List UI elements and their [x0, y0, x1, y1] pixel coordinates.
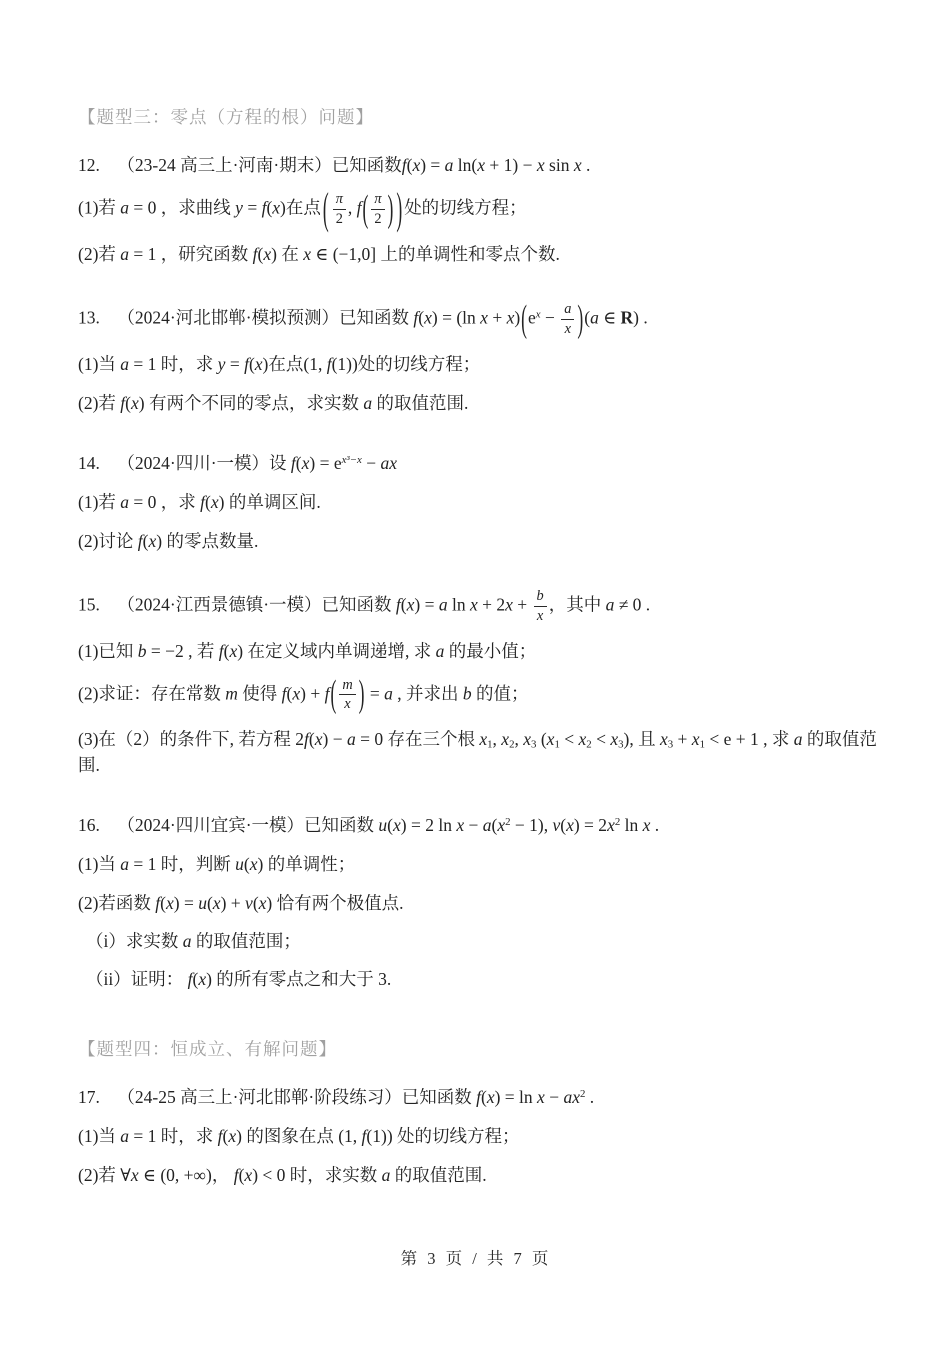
text-run: 处的切线方程；: [404, 197, 527, 218]
text-run: (: [387, 815, 393, 836]
math-variable: a: [384, 682, 393, 703]
math-variable: x: [301, 452, 310, 473]
text-run: ) 在: [271, 243, 304, 264]
subscript: 3: [618, 739, 624, 752]
text-run: (: [243, 854, 250, 875]
problem-16-subpart-i: [78, 928, 882, 954]
problem-12-part-1: [78, 182, 882, 234]
math-variable: x: [229, 640, 238, 661]
problem-12-part-2: [78, 241, 882, 267]
text-run: ∈ (−1,0] 上的单调性和零点个数.: [311, 243, 560, 264]
math-variable: f: [324, 682, 330, 703]
text-run: ln: [620, 815, 643, 836]
text-run: =: [365, 682, 385, 703]
text-run: ∈ (0, +∞)，: [138, 1165, 234, 1186]
text-run: ) =: [173, 893, 199, 914]
text-run: (: [266, 197, 273, 218]
text-run: (: [238, 1165, 245, 1186]
text-run: ∈: [598, 307, 621, 328]
text-run: (2)求证：存在常数: [78, 682, 226, 703]
subscript: 3: [667, 739, 674, 752]
big-paren: (: [362, 186, 369, 230]
text-run: (2)若 ∀: [78, 1165, 131, 1186]
math-variable: v: [245, 893, 253, 914]
problem-12-stem: [78, 152, 882, 178]
subscript: 2: [509, 739, 515, 752]
math-variable: a: [793, 729, 803, 750]
math-variable: x: [130, 1165, 139, 1186]
text-run: (: [400, 594, 407, 615]
text-run: (: [536, 729, 547, 750]
math-variable: a: [605, 594, 615, 615]
big-paren: (: [521, 296, 527, 340]
text-run: =: [242, 197, 262, 218]
problem-14-part-1: [78, 489, 882, 515]
big-paren: (: [322, 182, 329, 234]
math-variable: f: [252, 243, 258, 264]
text-run: = 0 ，求曲线: [129, 197, 236, 218]
text-run: ) = e: [309, 452, 342, 473]
text-run: −: [540, 307, 560, 328]
text-run: (: [418, 307, 425, 328]
math-variable: f: [304, 729, 309, 750]
text-run: (2)若函数: [78, 893, 156, 914]
math-variable: x: [659, 729, 668, 750]
problem-15-part-3: [78, 726, 882, 778]
text-run: ) = ln: [494, 1087, 538, 1108]
text-run: −: [544, 1087, 564, 1108]
math-variable: x: [165, 893, 174, 914]
text-run: (: [223, 640, 230, 661]
math-variable: y: [235, 197, 243, 218]
math-variable: f: [187, 969, 193, 990]
math-variable: a: [120, 243, 130, 264]
text-run: ，其中: [548, 594, 606, 615]
bold-symbol: R: [620, 307, 634, 328]
big-paren: ): [387, 186, 394, 230]
math-variable: f: [120, 392, 126, 413]
text-run: ) 的单调区间.: [218, 491, 321, 512]
text-run: ): [514, 307, 521, 328]
math-variable: f: [217, 1126, 223, 1147]
math-variable: f: [290, 452, 296, 473]
text-run: (1)若: [78, 197, 121, 218]
problem-17-stem: [78, 1084, 882, 1110]
text-run: (1)已知: [78, 640, 138, 661]
problem-16-subpart-ii: [78, 966, 882, 992]
text-run: )在点: [280, 197, 321, 218]
math-variable: x: [477, 155, 486, 175]
text-run: − 1),: [510, 815, 553, 836]
math-variable: x: [566, 815, 574, 836]
superscript: 2: [579, 1088, 586, 1101]
section-header-type3: [78, 104, 882, 130]
text-run: + 2: [477, 594, 506, 615]
text-run: ,: [347, 197, 357, 218]
math-variable: a: [120, 197, 130, 218]
text-run: ) < 0 时，求实数: [252, 1165, 382, 1186]
text-run: −: [361, 452, 381, 473]
math-variable: v: [552, 815, 561, 836]
text-run: (3)在（2）的条件下, 若方程 2: [78, 729, 305, 750]
text-run: (2)讨论: [78, 530, 138, 551]
subscript: 3: [531, 739, 537, 752]
math-variable: f: [281, 682, 287, 703]
problem-17-part-1: [78, 1123, 882, 1149]
math-variable: ax: [380, 452, 397, 473]
math-variable: f: [137, 530, 143, 551]
math-variable: f: [326, 353, 332, 374]
text-run: +: [673, 729, 692, 750]
math-variable: x: [392, 815, 401, 836]
math-variable: x: [505, 594, 513, 615]
text-run: 的值；: [471, 682, 529, 703]
text-run: +: [512, 594, 532, 615]
text-run: ) 的零点数量.: [156, 530, 259, 551]
text-run: =: [225, 353, 245, 374]
math-variable: x: [148, 530, 157, 551]
math-variable: f: [233, 1165, 239, 1186]
math-variable: x: [406, 594, 415, 615]
math-variable: f: [356, 197, 362, 218]
math-variable: u: [198, 893, 207, 914]
math-variable: a: [120, 1126, 130, 1147]
text-run: <: [559, 729, 579, 750]
text-run: 的取值范围.: [78, 729, 877, 776]
math-variable: f: [413, 307, 419, 328]
text-run: <: [591, 729, 611, 750]
math-variable: a: [120, 353, 130, 374]
text-run: )在点(1,: [262, 353, 327, 374]
text-run: 的取值范围.: [390, 1165, 487, 1186]
math-variable: a: [381, 1165, 391, 1186]
text-run: (1)当: [78, 353, 121, 374]
text-run: (: [222, 1126, 229, 1147]
text-run: (: [206, 893, 213, 914]
text-run: 16. （2024·四川宜宾·一模）已知函数: [78, 815, 379, 836]
math-variable: x: [607, 815, 615, 836]
math-variable: y: [217, 353, 226, 374]
text-run: (: [125, 392, 131, 413]
problem-15-part-1: [78, 638, 882, 664]
text-run: = 1 时，判断: [129, 854, 236, 875]
text-run: (: [205, 491, 211, 512]
superscript: x: [535, 308, 541, 321]
text-run: (: [248, 353, 255, 374]
math-variable: x: [263, 243, 272, 264]
math-variable: x: [537, 1087, 545, 1108]
text-run: (1)当: [78, 854, 121, 875]
superscript: 2: [614, 816, 621, 829]
text-run: ) +: [300, 682, 325, 703]
math-variable: x: [228, 1126, 237, 1147]
text-run: (2)若: [78, 243, 121, 264]
text-run: (: [406, 155, 413, 175]
text-run: ) =: [420, 155, 445, 175]
math-variable: x: [642, 815, 651, 836]
math-variable: x: [480, 307, 488, 328]
math-variable: f: [395, 594, 401, 615]
text-run: (: [295, 452, 302, 473]
math-variable: x: [486, 1087, 495, 1108]
math-variable: u: [378, 815, 388, 836]
fraction: $\frac{\pi}{2}$: [369, 191, 386, 228]
text-run: (1)若: [78, 491, 121, 512]
math-variable: f: [261, 197, 267, 218]
math-variable: x: [497, 815, 506, 836]
text-run: (: [308, 729, 315, 750]
math-variable: f: [200, 491, 206, 512]
text-run: 的最小值；: [444, 640, 537, 661]
text-run: .: [581, 155, 591, 175]
text-run: (: [560, 815, 567, 836]
text-run: 17. （24-25 高三上·河北邯郸·阶段练习）已知函数: [78, 1087, 477, 1108]
math-variable: a: [120, 854, 130, 875]
math-variable: x: [479, 729, 488, 750]
text-run: +: [487, 307, 507, 328]
text-run: = 1 ，研究函数: [129, 243, 253, 264]
math-variable: x: [258, 893, 267, 914]
text-run: ln(: [453, 155, 478, 175]
text-run: + 1) −: [485, 155, 537, 175]
text-run: ) = 2: [573, 815, 608, 836]
text-run: < e + 1 , 求: [705, 729, 794, 750]
text-run: 的取值范围.: [372, 392, 469, 413]
text-run: (1))处的切线方程；: [331, 353, 481, 374]
math-variable: a: [120, 491, 130, 512]
problem-16-part-1: [78, 851, 882, 877]
text-run: 的取值范围；: [191, 931, 301, 952]
problem-13-part-2: [78, 390, 882, 416]
math-variable: b: [462, 682, 472, 703]
text-run: 【题型四：恒成立、有解问题】: [78, 1039, 337, 1060]
text-run: = 0 存在三个根: [355, 729, 480, 750]
text-run: （ii）证明：: [86, 969, 188, 990]
document-body: [78, 104, 882, 1188]
problem-14-stem: [78, 450, 882, 476]
math-variable: x: [272, 197, 281, 218]
text-run: （i）求实数: [86, 931, 183, 952]
math-variable: x: [536, 155, 545, 175]
text-run: (1)) 处的切线方程；: [366, 1126, 520, 1147]
text-run: (: [480, 1087, 487, 1108]
text-run: 15. （2024·江西景德镇·一模）已知函数: [78, 594, 396, 615]
math-variable: a: [444, 155, 454, 175]
text-run: (: [491, 815, 498, 836]
math-variable: f: [155, 893, 161, 914]
text-run: ) 的单调性；: [257, 854, 356, 875]
text-run: 12. （23-24 高三上·河南·期末）已知函数: [78, 155, 402, 175]
math-variable: a: [182, 931, 192, 952]
problem-13-stem: [78, 296, 882, 340]
big-paren: ): [577, 296, 584, 340]
problem-14-part-2: [78, 528, 882, 554]
fraction: $\frac{m}{x}$: [337, 677, 357, 714]
text-run: 【题型三：零点（方程的根）问题】: [78, 107, 374, 127]
text-run: ,: [514, 729, 524, 750]
problem-15-part-2: [78, 671, 882, 715]
superscript: x³−x: [341, 453, 362, 466]
math-variable: a: [346, 729, 356, 750]
math-variable: ax: [563, 1087, 580, 1108]
text-run: ) 的图象在点 (1,: [236, 1126, 362, 1147]
text-run: = 1 时，求: [129, 1126, 218, 1147]
text-run: ln: [447, 594, 470, 615]
big-paren: ): [396, 182, 403, 234]
math-variable: x: [292, 682, 301, 703]
text-run: ) 有两个不同的零点，求实数: [138, 392, 364, 413]
fraction: $\frac{\pi}{2}$: [331, 191, 348, 228]
math-variable: x: [691, 729, 700, 750]
math-variable: x: [198, 969, 207, 990]
text-run: 13. （2024·河北邯郸·模拟预测）已知函数: [78, 307, 414, 328]
math-variable: x: [424, 307, 432, 328]
text-run: , 并求出: [392, 682, 463, 703]
math-variable: a: [438, 594, 448, 615]
math-variable: a: [590, 307, 599, 328]
problem-16-part-2: [78, 890, 882, 916]
text-run: ,: [492, 729, 502, 750]
math-variable: x: [506, 307, 515, 328]
math-variable: x: [210, 491, 219, 512]
fraction: $\frac{a}{x}$: [559, 301, 576, 338]
section-header-type4: [78, 1036, 882, 1062]
page-number: 第 3 页 / 共 7 页: [400, 1249, 552, 1268]
math-variable: x: [456, 815, 465, 836]
text-run: ) .: [633, 307, 648, 328]
text-run: sin: [544, 155, 574, 175]
text-run: 14. （2024·四川·一模）设: [78, 452, 291, 473]
math-variable: m: [225, 682, 238, 703]
math-variable: x: [578, 729, 587, 750]
text-run: (: [257, 243, 264, 264]
math-variable: x: [244, 1165, 253, 1186]
math-variable: x: [303, 243, 311, 264]
big-paren: ): [358, 671, 365, 715]
fraction: $\frac{b}{x}$: [532, 588, 549, 625]
superscript: 2: [505, 816, 511, 829]
problem-15-stem: [78, 588, 882, 625]
problem-17-part-2: [78, 1162, 882, 1188]
math-variable: x: [546, 729, 555, 750]
text-run: (: [584, 307, 591, 328]
text-run: ) 在定义域内单调递增, 求: [237, 640, 436, 661]
math-variable: b: [137, 640, 147, 661]
math-variable: x: [610, 729, 619, 750]
text-run: ) = 2 ln: [400, 815, 457, 836]
text-run: (1)当: [78, 1126, 121, 1147]
math-variable: x: [501, 729, 510, 750]
math-variable: x: [130, 392, 139, 413]
math-variable: x: [469, 594, 478, 615]
text-run: 使得: [237, 682, 282, 703]
math-variable: f: [218, 640, 224, 661]
math-variable: x: [249, 854, 258, 875]
text-run: ) −: [322, 729, 347, 750]
subscript: 2: [586, 739, 592, 752]
problem-13-part-1: [78, 351, 882, 377]
text-run: (: [192, 969, 199, 990]
text-run: .: [585, 1087, 595, 1108]
text-run: .: [650, 815, 660, 836]
text-run: ) =: [414, 594, 439, 615]
math-variable: u: [235, 854, 244, 875]
text-run: ≠ 0 .: [614, 594, 651, 615]
text-run: = −2 , 若: [146, 640, 219, 661]
math-variable: x: [212, 893, 221, 914]
text-run: (2)若: [78, 392, 121, 413]
big-paren: (: [330, 671, 337, 715]
text-run: ) 恰有两个极值点.: [266, 893, 404, 914]
text-run: ) +: [220, 893, 246, 914]
text-run: = 0 ，求: [129, 491, 201, 512]
math-variable: x: [412, 155, 421, 175]
math-variable: f: [361, 1126, 367, 1147]
math-variable: x: [314, 729, 323, 750]
text-run: = 1 时，求: [129, 353, 218, 374]
math-variable: a: [363, 392, 373, 413]
problem-16-stem: [78, 812, 882, 838]
subscript: 1: [554, 739, 560, 752]
text-run: (: [286, 682, 293, 703]
text-run: (: [142, 530, 149, 551]
math-variable: f: [244, 353, 249, 374]
text-run: (: [252, 893, 259, 914]
math-variable: x: [523, 729, 532, 750]
math-variable: x: [254, 353, 263, 374]
math-variable: f: [476, 1087, 481, 1108]
text-run: ), 且: [623, 729, 660, 750]
math-variable: a: [482, 815, 492, 836]
text-run: ) = (ln: [431, 307, 481, 328]
subscript: 1: [699, 739, 705, 752]
text-run: (: [160, 893, 166, 914]
text-run: ) 的所有零点之和大于 3.: [206, 969, 392, 990]
math-variable: f: [401, 155, 407, 175]
math-variable: x: [573, 155, 582, 175]
subscript: 1: [487, 739, 493, 752]
math-variable: a: [435, 640, 445, 661]
text-run: e: [528, 307, 536, 328]
text-run: −: [464, 815, 483, 836]
